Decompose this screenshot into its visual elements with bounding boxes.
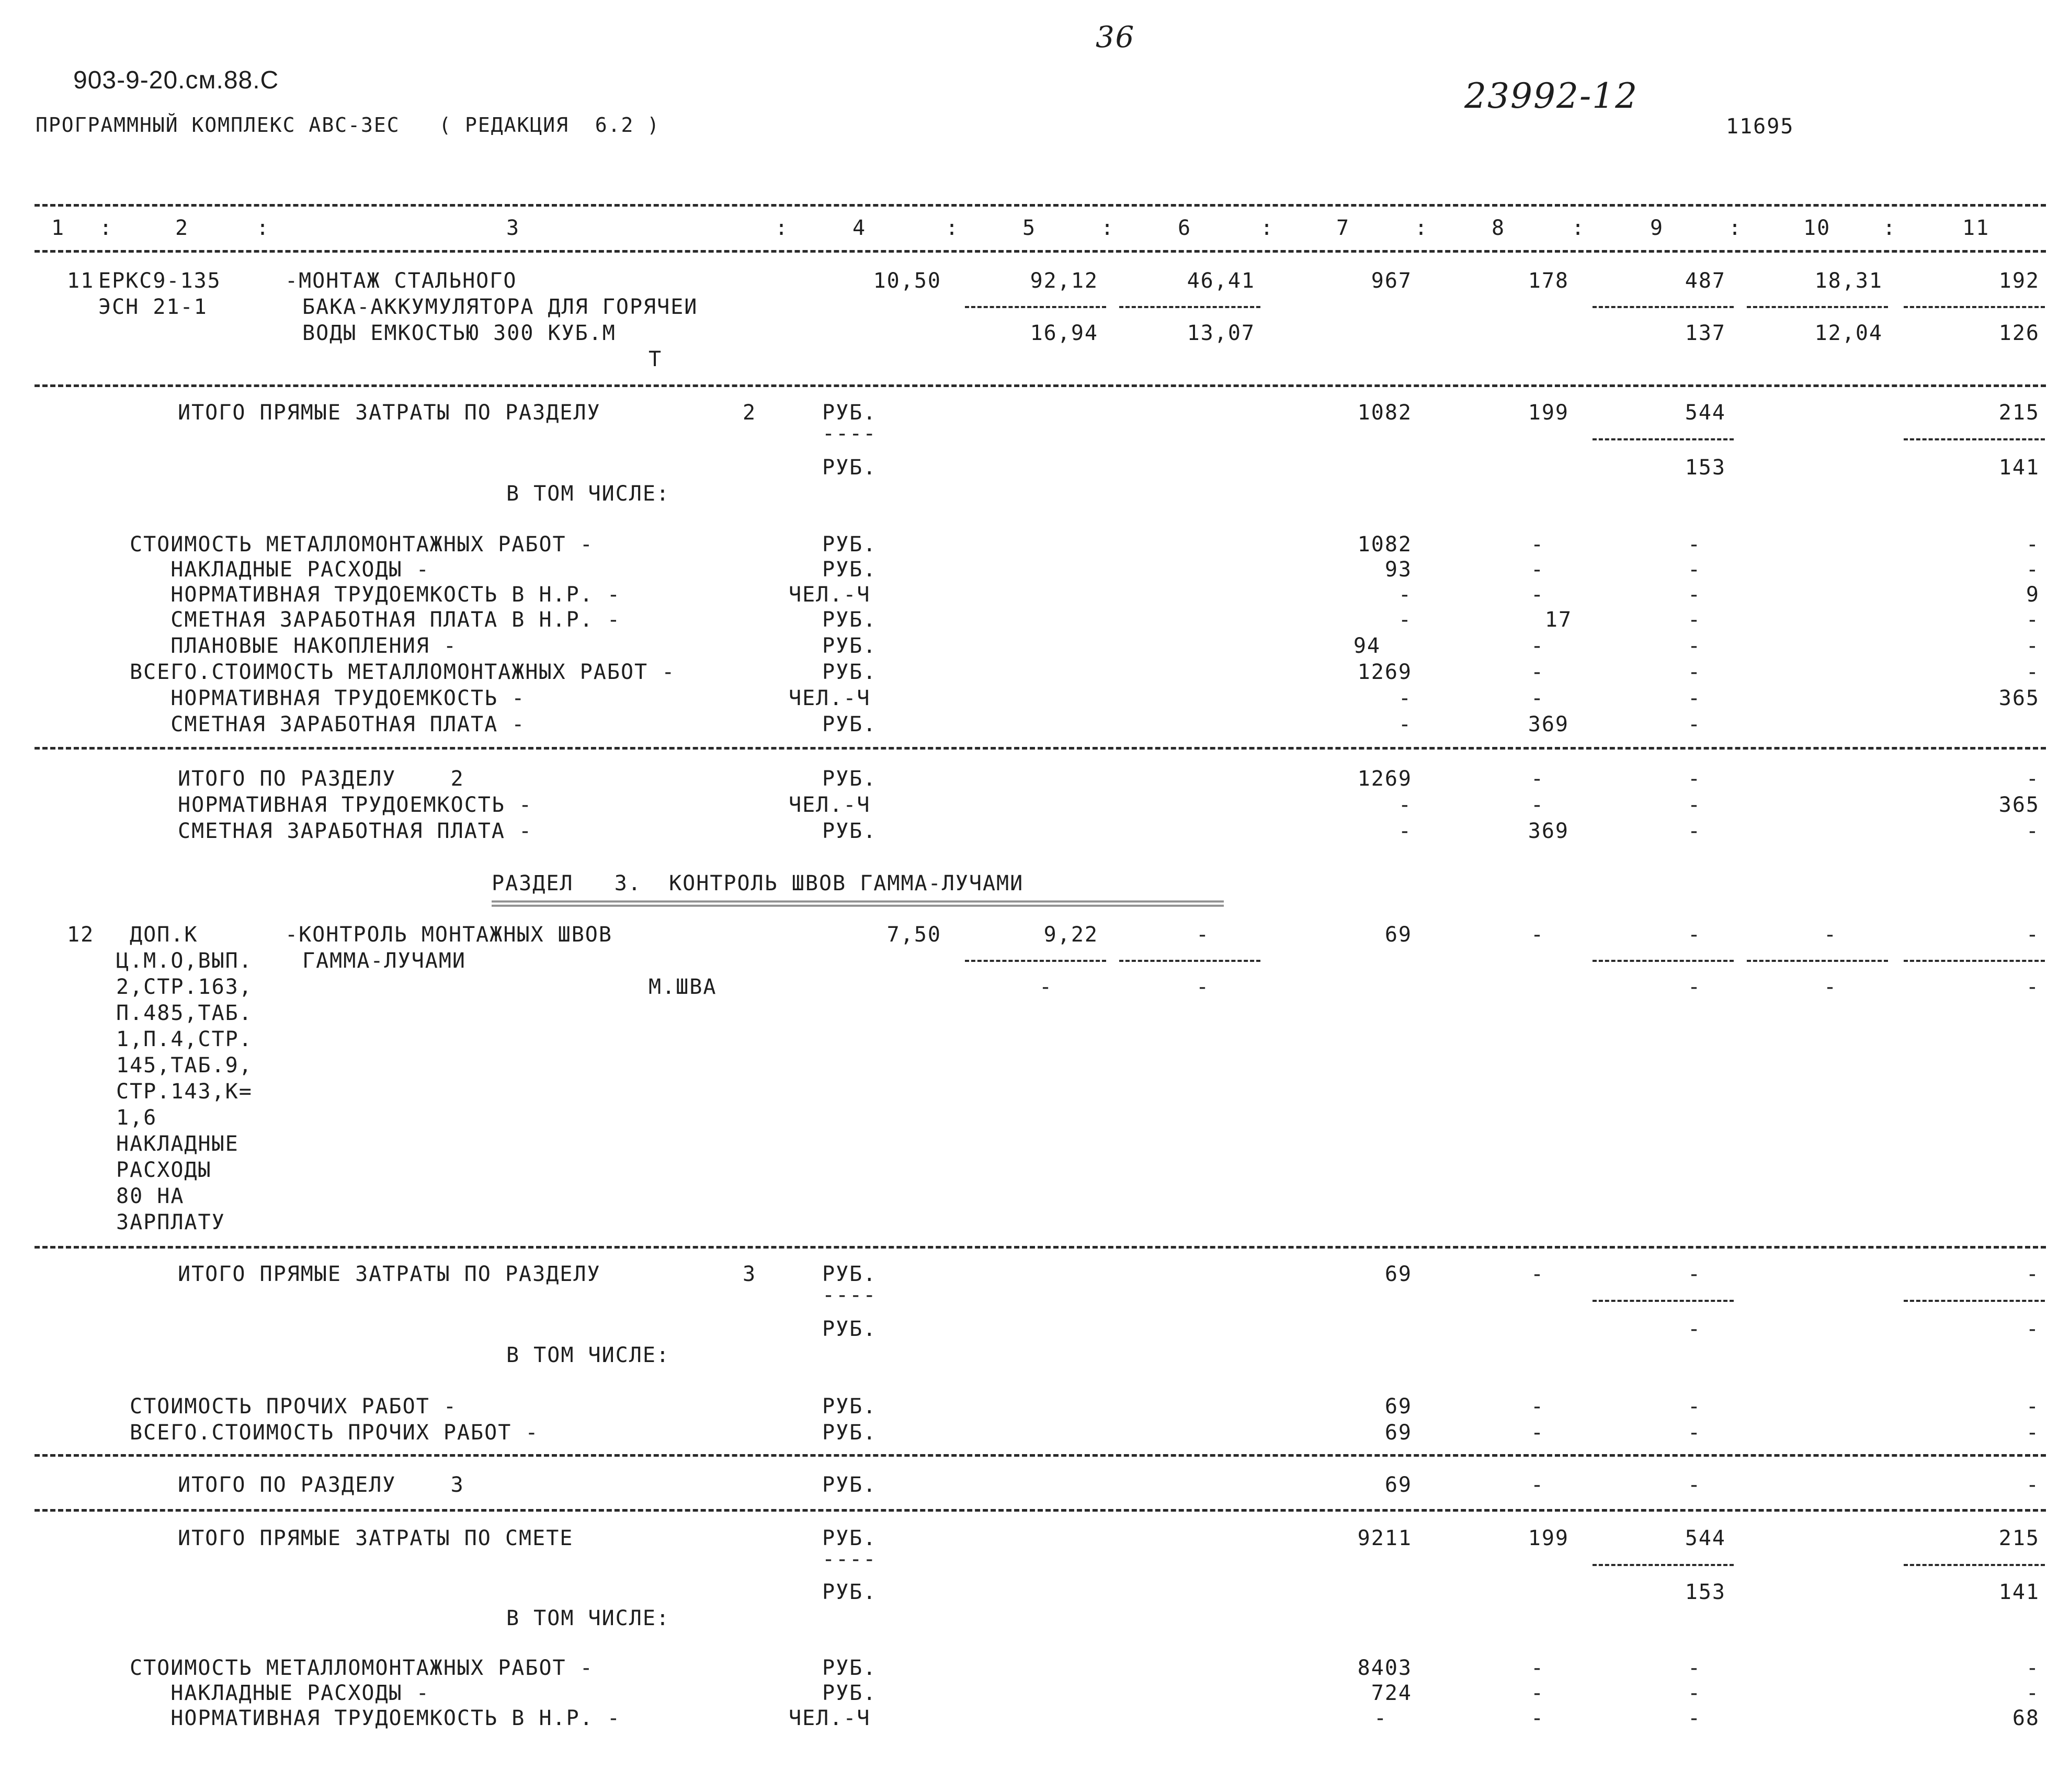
cell: - <box>1687 1473 1702 1497</box>
cell: 1082 <box>1357 401 1412 425</box>
cell: - <box>1196 975 1210 999</box>
unit: РУБ. <box>822 1421 877 1445</box>
cell: - <box>1687 1317 1702 1341</box>
cell: - <box>1687 660 1702 684</box>
cell: - <box>1530 660 1545 684</box>
cell: - <box>2026 819 2040 843</box>
row-label: НОРМАТИВНАЯ ТРУДОЕМКОСТЬ - <box>130 686 526 710</box>
rule <box>35 204 2046 207</box>
rule <box>35 250 2046 253</box>
cell: 69 <box>1384 1262 1412 1286</box>
cell: 8403 <box>1357 1656 1412 1680</box>
row-label: СТОИМОСТЬ ПРОЧИХ РАБОТ - <box>130 1394 457 1419</box>
document-code: 903-9-20.см.88.С <box>73 66 279 94</box>
including-label: В ТОМ ЧИСЛЕ: <box>506 1606 670 1630</box>
row-label: ИТОГО ПРЯМЫЕ ЗАТРАТЫ ПО РАЗДЕЛУ <box>178 1262 601 1286</box>
col-10: 10 <box>1803 216 1831 240</box>
cell: - <box>1530 1473 1545 1497</box>
unit: РУБ. <box>822 1526 877 1550</box>
item-code: ДОП.К <box>130 923 198 947</box>
col-1: 1 <box>51 216 65 240</box>
item-unit: М.ШВА <box>649 975 717 999</box>
cell: 9211 <box>1357 1526 1412 1550</box>
unit: РУБ. <box>822 660 877 684</box>
row-label: СМЕТНАЯ ЗАРАБОТНАЯ ПЛАТА - <box>130 712 526 736</box>
cell: 1269 <box>1357 660 1412 684</box>
unit: РУБ. <box>822 1394 877 1419</box>
cell: - <box>2026 767 2040 791</box>
cell: - <box>1687 1394 1702 1419</box>
item-code: 2,СТР.163, <box>116 975 253 999</box>
row-label: ВСЕГО.СТОИМОСТЬ ПРОЧИХ РАБОТ - <box>130 1421 539 1445</box>
cell: 13,07 <box>1187 321 1255 345</box>
cell: - <box>1687 532 1702 557</box>
item-code: 80 НА <box>116 1184 185 1208</box>
cell: - <box>1687 1421 1702 1445</box>
item-description: -КОНТРОЛЬ МОНТАЖНЫХ ШВОВ <box>285 923 612 947</box>
row-label: ВСЕГО.СТОИМОСТЬ МЕТАЛЛОМОНТАЖНЫХ РАБОТ - <box>130 660 676 684</box>
cell: 967 <box>1371 269 1412 293</box>
col-8: 8 <box>1492 216 1506 240</box>
item-description: ГАММА-ЛУЧАМИ <box>302 949 466 973</box>
rule <box>35 1509 2046 1512</box>
cell: - <box>1687 767 1702 791</box>
row-label: СМЕТНАЯ ЗАРАБОТНАЯ ПЛАТА В Н.Р. - <box>130 608 621 632</box>
cell: - <box>1530 634 1545 658</box>
cell: 16,94 <box>1030 321 1098 345</box>
col-2: 2 <box>175 216 189 240</box>
cell: 192 <box>1998 269 2040 293</box>
cell: - <box>1687 1706 1702 1730</box>
item-code: НАКЛАДНЫЕ <box>116 1132 239 1156</box>
cell: 369 <box>1528 819 1569 843</box>
cell: - <box>1687 634 1702 658</box>
cell: - <box>1530 767 1545 791</box>
item-code: ЗАРПЛАТУ <box>116 1210 225 1234</box>
item-code: РАСХОДЫ <box>116 1158 212 1182</box>
unit: ЧЕЛ.-Ч <box>789 686 871 710</box>
cell: - <box>2026 558 2040 582</box>
col-6: 6 <box>1178 216 1192 240</box>
cell: 199 <box>1528 401 1569 425</box>
row-label: СТОИМОСТЬ МЕТАЛЛОМОНТАЖНЫХ РАБОТ - <box>130 532 594 557</box>
cell: - <box>1530 532 1545 557</box>
cell: 69 <box>1384 923 1412 947</box>
unit: РУБ. <box>822 558 877 582</box>
row-label: НАКЛАДНЫЕ РАСХОДЫ - <box>130 1681 430 1705</box>
cell: - <box>1196 923 1210 947</box>
section-number: 2 <box>743 401 757 425</box>
cell: 724 <box>1371 1681 1412 1705</box>
cell: - <box>1687 583 1702 607</box>
col-9: 9 <box>1650 216 1664 240</box>
unit: РУБ. <box>822 712 877 736</box>
unit: РУБ. <box>822 1656 877 1680</box>
cell: 199 <box>1528 1526 1569 1550</box>
cell: - <box>2026 1421 2040 1445</box>
cell: - <box>1398 608 1412 632</box>
handwritten-number: 23992-12 <box>1464 76 1639 116</box>
cell: - <box>2026 1262 2040 1286</box>
row-label: ИТОГО ПО РАЗДЕЛУ 2 <box>178 767 464 791</box>
item-code: 1,6 <box>116 1106 157 1130</box>
cell: - <box>2026 1394 2040 1419</box>
cell: - <box>2026 923 2040 947</box>
row-label: СМЕТНАЯ ЗАРАБОТНАЯ ПЛАТА - <box>178 819 533 843</box>
including-label: В ТОМ ЧИСЛЕ: <box>506 482 670 506</box>
rule <box>35 1454 2046 1457</box>
item-code: ЕРКС9-135 <box>98 269 221 293</box>
cell: - <box>1530 1681 1545 1705</box>
unit: РУБ. <box>822 634 877 658</box>
item-number: 12 <box>67 923 95 947</box>
cell: 92,12 <box>1030 269 1098 293</box>
cell: - <box>1530 1262 1545 1286</box>
row-label: НОРМАТИВНАЯ ТРУДОЕМКОСТЬ В Н.Р. - <box>130 1706 621 1730</box>
unit: ---- <box>822 1547 877 1571</box>
cell: - <box>1687 819 1702 843</box>
unit: РУБ. <box>822 1580 877 1604</box>
cell: - <box>1687 608 1702 632</box>
unit: РУБ. <box>822 819 877 843</box>
col-11: 11 <box>1962 216 1990 240</box>
cell: - <box>1398 583 1412 607</box>
cell: - <box>1530 793 1545 817</box>
cell: 215 <box>1998 1526 2040 1550</box>
item-code: П.485,ТАБ. <box>116 1001 253 1025</box>
section-number: 3 <box>743 1262 757 1286</box>
quantity: 10,50 <box>873 269 941 293</box>
cell: 94 <box>1353 634 1381 658</box>
quantity: 7,50 <box>886 923 941 947</box>
cell: - <box>1398 686 1412 710</box>
cell: 9,22 <box>1043 923 1098 947</box>
item-description: ВОДЫ ЕМКОСТЬЮ 300 КУБ.М <box>302 321 616 345</box>
cell: 153 <box>1685 456 1726 480</box>
program-title: ПРОГРАММНЫЙ КОМПЛЕКС АВС-ЗЕС ( РЕДАКЦИЯ 6.2 ) <box>36 114 661 137</box>
cell: - <box>2026 1681 2040 1705</box>
cell: 365 <box>1998 793 2040 817</box>
row-label: ИТОГО ПРЯМЫЕ ЗАТРАТЫ ПО РАЗДЕЛУ <box>178 401 601 425</box>
item-code: 1,П.4,СТР. <box>116 1027 253 1051</box>
row-label: ИТОГО ПО РАЗДЕЛУ 3 <box>178 1473 464 1497</box>
cell: 141 <box>1998 456 2040 480</box>
cell: - <box>1687 923 1702 947</box>
rule <box>35 1246 2046 1249</box>
cell: - <box>2026 634 2040 658</box>
cell: - <box>1687 686 1702 710</box>
unit: РУБ. <box>822 456 877 480</box>
cell: - <box>1687 558 1702 582</box>
cell: - <box>2026 660 2040 684</box>
cell: - <box>1398 819 1412 843</box>
cell: - <box>1398 793 1412 817</box>
item-number: 11 <box>67 269 95 293</box>
cell: - <box>1530 1656 1545 1680</box>
rule <box>35 384 2046 387</box>
row-label: ИТОГО ПРЯМЫЕ ЗАТРАТЫ ПО СМЕТЕ <box>178 1526 574 1550</box>
cell: 544 <box>1685 401 1726 425</box>
cell: 487 <box>1685 269 1726 293</box>
cell: 9 <box>2026 583 2040 607</box>
unit: ЧЕЛ.-Ч <box>789 583 871 607</box>
unit: РУБ. <box>822 1681 877 1705</box>
cell: - <box>2026 1317 2040 1341</box>
unit: РУБ. <box>822 532 877 557</box>
cell: - <box>1687 1681 1702 1705</box>
unit: ЧЕЛ.-Ч <box>789 1706 871 1730</box>
cell: 1269 <box>1357 767 1412 791</box>
item-unit: Т <box>649 347 663 371</box>
cell: - <box>1530 686 1545 710</box>
cell: - <box>1530 923 1545 947</box>
col-5: 5 <box>1022 216 1037 240</box>
cell: - <box>1530 1394 1545 1419</box>
col-7: 7 <box>1336 216 1350 240</box>
unit: РУБ. <box>822 1317 877 1341</box>
row-label: НОРМАТИВНАЯ ТРУДОЕМКОСТЬ В Н.Р. - <box>130 583 621 607</box>
cell: - <box>2026 1473 2040 1497</box>
cell: 46,41 <box>1187 269 1255 293</box>
cell: - <box>1530 558 1545 582</box>
item-description: -МОНТАЖ СТАЛЬНОГО <box>285 269 517 293</box>
cell: 141 <box>1998 1580 2040 1604</box>
section-3-title: РАЗДЕЛ 3. КОНТРОЛЬ ШВОВ ГАММА-ЛУЧАМИ <box>492 871 1024 895</box>
cell: 12,04 <box>1814 321 1883 345</box>
unit: РУБ. <box>822 1262 877 1286</box>
item-code: 145,ТАБ.9, <box>116 1053 253 1078</box>
item-code: ЭСН 21-1 <box>98 295 208 319</box>
item-code: Ц.М.О,ВЫП. <box>116 949 253 973</box>
row-label: ПЛАНОВЫЕ НАКОПЛЕНИЯ - <box>130 634 457 658</box>
cell: - <box>1687 793 1702 817</box>
item-description: БАКА-АККУМУЛЯТОРА ДЛЯ ГОРЯЧЕИ <box>302 295 698 319</box>
cell: - <box>1687 1262 1702 1286</box>
cell: 178 <box>1528 269 1569 293</box>
cell: 93 <box>1384 558 1412 582</box>
cell: - <box>1687 1656 1702 1680</box>
code-right: 11695 <box>1726 115 1794 139</box>
cell: 18,31 <box>1814 269 1883 293</box>
cell: 215 <box>1998 401 2040 425</box>
cell: - <box>1530 1706 1545 1730</box>
unit: РУБ. <box>822 608 877 632</box>
cell: 68 <box>2012 1706 2040 1730</box>
cell: 69 <box>1384 1394 1412 1419</box>
cell: - <box>1823 923 1838 947</box>
cell: 126 <box>1998 321 2040 345</box>
cell: 369 <box>1528 712 1569 736</box>
rule <box>35 747 2046 750</box>
cell: 69 <box>1384 1421 1412 1445</box>
row-label: НАКЛАДНЫЕ РАСХОДЫ - <box>130 558 430 582</box>
cell: 69 <box>1384 1473 1412 1497</box>
unit: ---- <box>822 422 877 446</box>
unit: РУБ. <box>822 767 877 791</box>
unit: ---- <box>822 1283 877 1307</box>
col-3: 3 <box>506 216 520 240</box>
cell: - <box>2026 1656 2040 1680</box>
cell: 365 <box>1998 686 2040 710</box>
cell: - <box>2026 975 2040 999</box>
unit: ЧЕЛ.-Ч <box>789 793 871 817</box>
cell: - <box>2026 532 2040 557</box>
cell: - <box>1823 975 1838 999</box>
cell: - <box>1039 975 1053 999</box>
col-4: 4 <box>852 216 867 240</box>
cell: - <box>2026 608 2040 632</box>
cell: 153 <box>1685 1580 1726 1604</box>
cell: 17 <box>1544 608 1573 632</box>
cell: - <box>1530 1421 1545 1445</box>
cell: - <box>1398 712 1412 736</box>
row-label: СТОИМОСТЬ МЕТАЛЛОМОНТАЖНЫХ РАБОТ - <box>130 1656 594 1680</box>
including-label: В ТОМ ЧИСЛЕ: <box>506 1343 670 1367</box>
title-underline <box>492 901 1224 906</box>
cell: 1082 <box>1357 532 1412 557</box>
cell: - <box>1373 1706 1388 1730</box>
unit: РУБ. <box>822 1473 877 1497</box>
cell: - <box>1687 712 1702 736</box>
cell: 137 <box>1685 321 1726 345</box>
item-code: СТР.143,К= <box>116 1080 253 1104</box>
cell: - <box>1530 583 1545 607</box>
row-label: НОРМАТИВНАЯ ТРУДОЕМКОСТЬ - <box>178 793 533 817</box>
unit: РУБ. <box>822 401 877 425</box>
page-number: 36 <box>1096 20 1135 54</box>
cell: 544 <box>1685 1526 1726 1550</box>
cell: - <box>1687 975 1702 999</box>
